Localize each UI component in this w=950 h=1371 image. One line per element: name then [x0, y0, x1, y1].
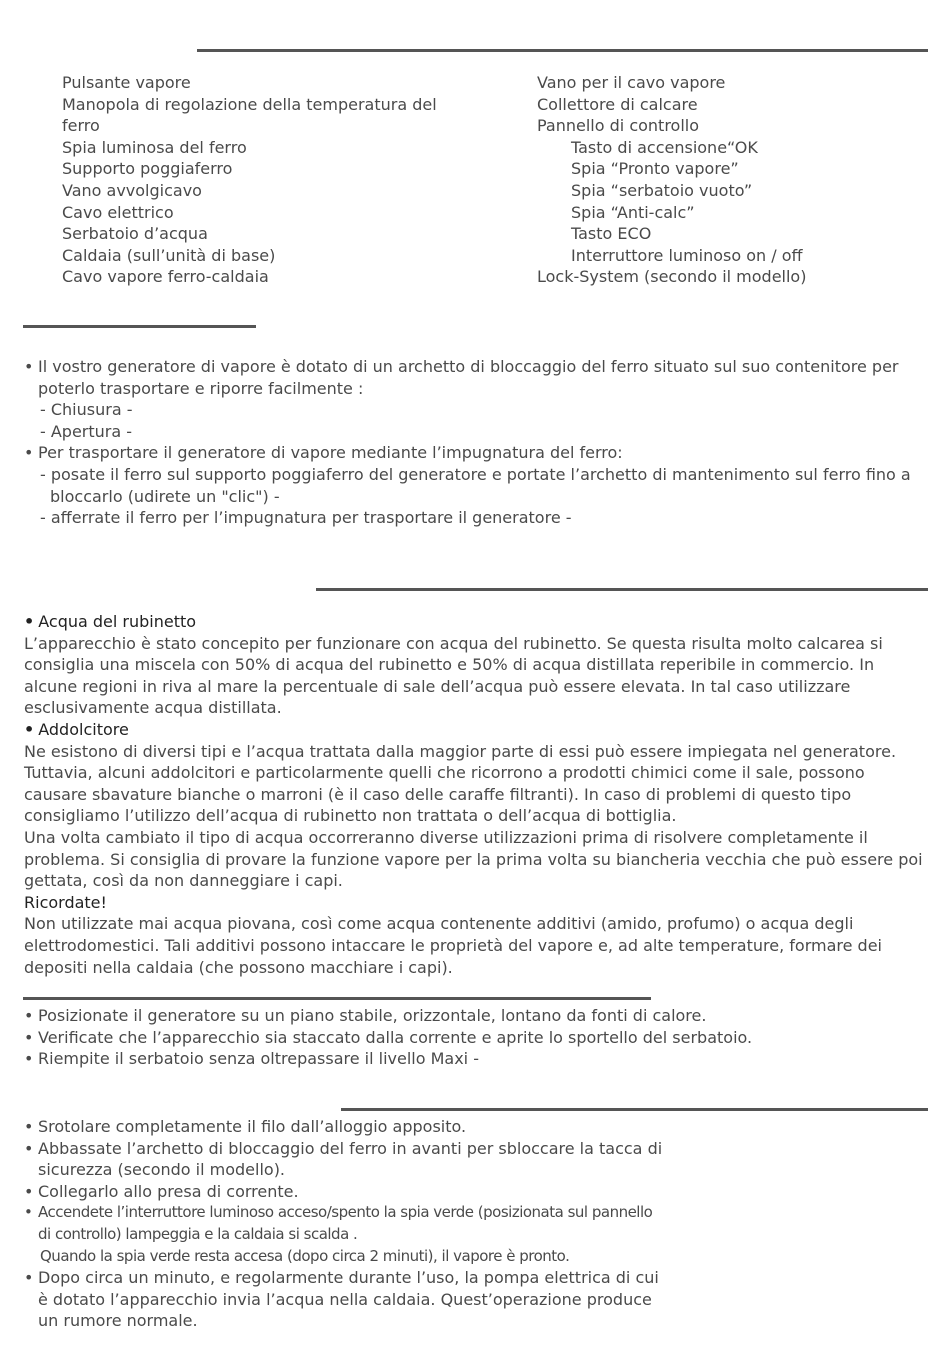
part-item: Pannello di controllo [537, 116, 700, 136]
sub-item: - Chiusura - [40, 400, 133, 420]
control-panel-item: Spia “Anti-calc” [571, 202, 695, 222]
part-item: Cavo vapore ferro-caldaia [62, 267, 269, 287]
bullet-item: • Srotolare completamente il filo dall’alloggio apposito. [24, 1116, 704, 1138]
sub-item-continuation: bloccarlo (udirete un "clic") - [50, 486, 280, 506]
transport-section [24, 356, 924, 529]
sub-item: - afferrate il ferro per l’impugnatura per trasportare il generatore - [40, 508, 572, 528]
part-item: Manopola di regolazione della temperatura del ferro [62, 94, 437, 136]
fill-section [24, 1005, 924, 1070]
control-panel-item: Tasto di accensione“OK [571, 137, 758, 157]
sub-item: - Apertura - [40, 421, 133, 441]
bullet-continuation: sicurezza (secondo il modello). [38, 1160, 286, 1180]
bullet-continuation: di controllo) lampeggia e la caldaia si scalda . [38, 1224, 358, 1243]
bullet-item: • Per trasportare il generatore di vapore mediante l’impugnatura del ferro: [24, 442, 924, 464]
bullet-continuation: è dotato l’apparecchio invia l’acqua nella caldaia. Quest’operazione produce [38, 1289, 652, 1309]
part-item: Vano per il cavo vapore [537, 73, 726, 92]
section-rule-transport [23, 325, 256, 328]
start-section [24, 1116, 704, 1332]
section-rule-description [197, 49, 928, 52]
bullet-item: • Collegarlo allo presa di corrente. [24, 1181, 704, 1203]
section-rule-water [316, 588, 928, 591]
bullet-continuation: un rumore normale. [38, 1311, 198, 1331]
parts-list-left [62, 72, 462, 288]
part-item: Spia luminosa del ferro [62, 137, 247, 157]
bullet-item: • Abbassate l’archetto di bloccaggio del ferro in avanti per sbloccare la tacca di [24, 1138, 704, 1160]
part-item: Caldaia (sull’unità di base) [62, 245, 276, 265]
paragraph: Ne esistono di diversi tipi e l’acqua trattata dalla maggior parte di essi può essere impiegata nel generatore. Tuttavia, alcuni addolcitori e particolarmente quelli che ricorrono a prodotti chimici come il sale, possono causare sbavature bianche o marroni (è il caso delle caraffe filtranti). In caso di problemi di questo tipo consigliamo l’utilizzo dell’acqua di rubinetto non trattata o dell’acqua di bottiglia. [24, 741, 897, 826]
paragraph: Non utilizzate mai acqua piovana, così come acqua contenente additivi (amido, profumo) o acqua degli elettrodomestici. Tali additivi possono intaccare le proprietà del vapore e, ad alte temperature, formare dei depositi nella caldaia (che possono macchiare i capi). [24, 914, 882, 977]
control-panel-item: Spia “serbatoio vuoto” [571, 180, 753, 200]
sub-item: - posate il ferro sul supporto poggiaferro del generatore e portate l’archetto di mantenimento sul ferro fino a [40, 464, 911, 484]
water-section [24, 611, 929, 978]
control-panel-item: Tasto ECO [571, 224, 652, 244]
bullet-item: • Accendete l’interruttore luminoso acceso/spento la spia verde (posizionata sul pannello [24, 1202, 704, 1224]
part-item: Supporto poggiaferro [62, 159, 233, 179]
bullet-item: • Il vostro generatore di vapore è dotato di un archetto di bloccaggio del ferro situato sul suo contenitore per poterlo trasportare e riporre facilmente : [24, 356, 924, 399]
part-item: Collettore di calcare [537, 94, 698, 114]
part-item: Cavo elettrico [62, 202, 174, 222]
paragraph: L’apparecchio è stato concepito per funzionare con acqua del rubinetto. Se questa risulta molto calcarea si consiglia una miscela con 50% di acqua del rubinetto e 50% di acqua distillata reperibile in commercio. In alcune regioni in riva al mare la percentuale di sale dell’acqua può essere elevata. In tal caso utilizzare esclusivamente acqua distillata. [24, 633, 883, 718]
part-item: Pulsante vapore [62, 73, 191, 92]
control-panel-item: Interruttore luminoso on / off [571, 245, 803, 265]
section-rule-start [341, 1108, 928, 1111]
parts-list-right [537, 72, 917, 288]
heading-remember: Ricordate! [24, 892, 107, 912]
bullet-item: • Dopo circa un minuto, e regolarmente durante l’uso, la pompa elettrica di cui [24, 1267, 704, 1289]
bullet-item: • Riempite il serbatoio senza oltrepassare il livello Maxi - [24, 1048, 924, 1070]
part-item: Vano avvolgicavo [62, 180, 202, 200]
bullet-item: • Verificate che l’apparecchio sia staccato dalla corrente e aprite lo sportello del serbatoio. [24, 1027, 924, 1049]
heading-softener: • Addolcitore [24, 719, 129, 739]
bullet-item: • Posizionate il generatore su un piano stabile, orizzontale, lontano da fonti di calore. [24, 1005, 924, 1027]
bullet-continuation: Quando la spia verde resta accesa (dopo circa 2 minuti), il vapore è pronto. [40, 1246, 570, 1265]
heading-tap-water: • Acqua del rubinetto [24, 612, 197, 631]
paragraph: Una volta cambiato il tipo di acqua occorreranno diverse utilizzazioni prima di risolvere completamente il problema. Si consiglia di provare la funzione vapore per la prima volta su biancheria vecchia che può essere poi gettata, così da non danneggiare i capi. [24, 827, 923, 891]
part-item: Lock-System (secondo il modello) [537, 267, 807, 287]
control-panel-item: Spia “Pronto vapore” [571, 159, 739, 179]
part-item: Serbatoio d’acqua [62, 224, 208, 244]
section-rule-fill [23, 997, 651, 1000]
